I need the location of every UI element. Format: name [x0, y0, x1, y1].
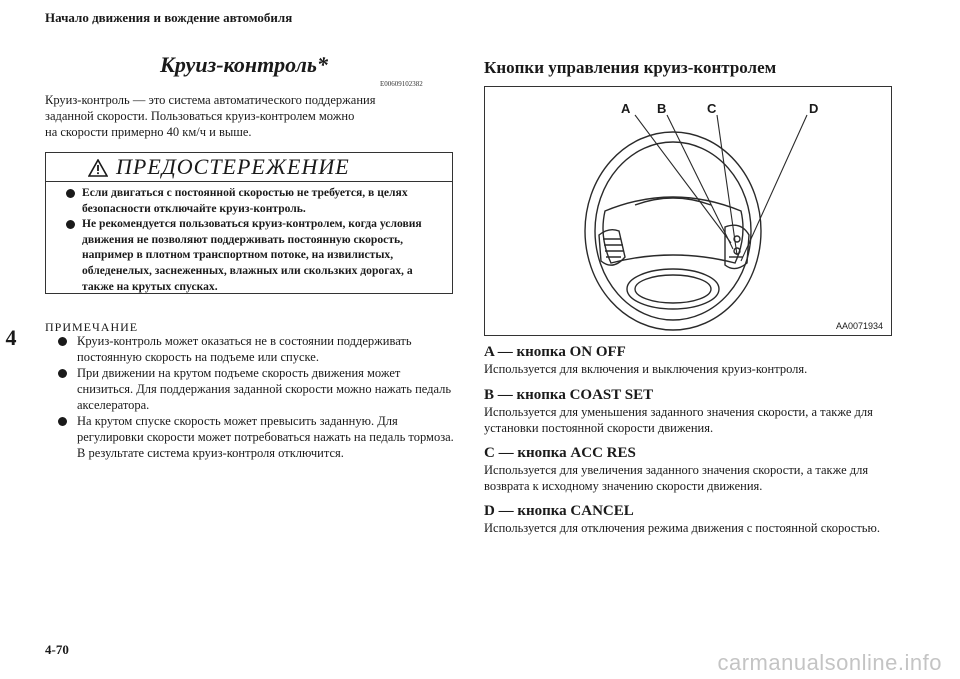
figure-code: AA0071934 — [835, 321, 883, 331]
bullet-icon — [66, 220, 75, 229]
note-list — [55, 333, 455, 461]
button-d-desc: Используется для отключения режима движения с постоянной скоростью. — [484, 521, 880, 535]
warning-list — [56, 185, 444, 294]
note-label: ПРИМЕЧАНИЕ — [45, 320, 139, 334]
bullet-icon — [58, 369, 67, 378]
note-item — [55, 413, 455, 461]
warning-header — [46, 153, 452, 182]
bullet-icon — [58, 417, 67, 426]
note-item — [55, 333, 455, 365]
steering-wheel-illustration — [485, 87, 891, 335]
button-c-heading: C — кнопка ACC RES — [484, 445, 636, 461]
warning-box — [45, 152, 453, 294]
page-number: 4-70 — [45, 642, 69, 657]
warning-item-text: Если двигаться с постоянной скоростью не требуется, в целях безопасности отключайте круиз-контроль. — [82, 186, 408, 215]
warning-title: ПРЕДОСТЕРЕЖЕНИЕ — [116, 154, 350, 179]
button-d-heading: D — кнопка CANCEL — [484, 503, 634, 519]
figure-label-b: B — [657, 101, 667, 116]
intro-line: заданной скорости. Пользоваться круиз-контролем можно — [45, 109, 355, 123]
intro-paragraph — [45, 92, 455, 140]
figure-label-a: A — [621, 101, 631, 116]
button-d-block — [484, 503, 904, 536]
section-title: Круиз-контроль* — [160, 52, 328, 77]
button-c-block — [484, 445, 904, 494]
warning-item-text: Не рекомендуется пользоваться круиз-контролем, когда условия движения не позволяют поддерживать постоянную скорость, например в плотном транспортном потоке, на извилистых, обледенелых, заснеженных, влажных или скользких дорогах, а также на крутых спусках. — [82, 217, 422, 293]
bullet-icon — [58, 337, 67, 346]
button-b-desc: Используется для уменьшения заданного значения скорости, а также для установки постоянной скорости движения. — [484, 405, 873, 435]
bullet-icon — [66, 189, 75, 198]
intro-line: на скорости примерно 40 км/ч и выше. — [45, 125, 252, 139]
button-b-heading: B — кнопка COAST SET — [484, 387, 654, 403]
note-item-text: При движении на крутом подъеме скорость движения может снизиться. Для поддержания заданной скорости можно нажать педаль акселератора. — [77, 366, 452, 412]
intro-line: Круиз-контроль — это система автоматического поддержания — [45, 93, 376, 107]
warning-item — [56, 216, 444, 294]
warning-item — [56, 185, 444, 216]
chapter-tab: 4 — [5, 325, 17, 350]
figure-label-d: D — [809, 101, 819, 116]
running-header: Начало движения и вождение автомобиля — [45, 10, 293, 25]
button-c-desc: Используется для увеличения заданного значения скорости, а также для возврата к исходному значению скорости движения. — [484, 463, 869, 493]
warning-triangle-icon — [88, 159, 108, 177]
steering-wheel-figure — [484, 86, 892, 336]
note-item-text: Круиз-контроль может оказаться не в состоянии поддерживать постоянную скорость на подъеме или спуске. — [77, 334, 412, 364]
controls-title: Кнопки управления круиз-контролем — [484, 58, 777, 77]
button-a-block — [484, 344, 904, 377]
button-b-block — [484, 387, 904, 436]
figure-label-c: C — [707, 101, 717, 116]
section-code: E00609102382 — [380, 80, 423, 88]
note-item — [55, 365, 455, 413]
note-item-text: На крутом спуске скорость может превысить заданную. Для регулировки скорости может потребоваться нажать на педаль тормоза. В результате система круиз-контроля отключится. — [77, 414, 454, 460]
watermark: carmanualsonline.info — [717, 650, 942, 675]
button-a-desc: Используется для включения и выключения круиз-контроля. — [484, 362, 808, 376]
button-a-heading: A — кнопка ON OFF — [484, 344, 626, 360]
